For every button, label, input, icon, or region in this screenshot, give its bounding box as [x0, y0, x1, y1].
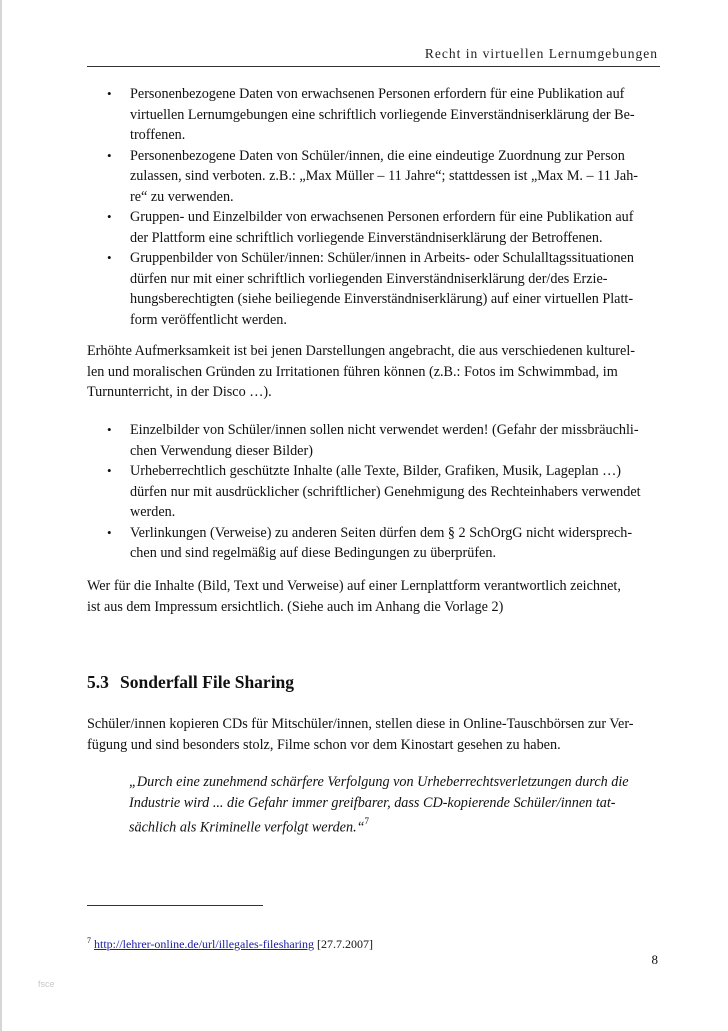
list-item — [87, 420, 660, 461]
bullet-list-personal-data — [87, 84, 660, 330]
list-item — [87, 84, 660, 146]
bullet-icon: • — [107, 209, 112, 224]
list-item-line: chen und sind regelmäßig auf diese Bedingungen zu überprüfen. — [130, 545, 497, 561]
bullet-icon: • — [107, 250, 112, 265]
header-rule — [87, 66, 660, 67]
bullet-icon: • — [107, 147, 112, 163]
watermark: fsce — [38, 979, 55, 989]
bullet-icon: • — [107, 86, 112, 101]
footnote-date: [27.7.2007] — [317, 937, 374, 951]
list-item — [87, 523, 660, 564]
list-item-line: Urheberrechtlich geschützte Inhalte (alle Texte, Bilder, Grafiken, Musik, Lageplan …) — [130, 463, 621, 479]
paragraph-imprint — [87, 576, 660, 617]
footnote-reference[interactable]: 7 — [364, 816, 370, 826]
list-item-line: Personenbezogene Daten von Schüler/innen, die eine eindeutige Zuordnung zur Person — [130, 147, 625, 164]
list-item — [87, 207, 660, 248]
paragraph-line: Erhöhte Aufmerksamkeit ist bei jenen Darstellungen angebracht, die aus verschiedenen kulturel- — [87, 343, 635, 359]
running-header: Recht in virtuellen Lernumgebungen — [424, 46, 658, 61]
list-item-line: form veröffentlicht werden. — [130, 311, 287, 328]
page-number: 8 — [651, 952, 658, 967]
list-item-line: dürfen nur mit einer schriftlich vorliegenden Einverständniserklärung der/des Erzie- — [130, 270, 608, 287]
quote-line: „Durch eine zunehmend schärfere Verfolgung von Urheberrechtsverletzungen durch die — [129, 774, 629, 790]
bullet-icon: • — [107, 463, 112, 478]
paragraph-line: Wer für die Inhalte (Bild, Text und Verweise) auf einer Lernplattform verantwortlich zeichnet, — [87, 578, 621, 594]
section-number: 5.3 — [87, 672, 109, 692]
paragraph-file-sharing — [87, 714, 660, 755]
bullet-list-images-rights — [87, 420, 660, 564]
page-edge — [0, 0, 2, 1031]
paragraph-line: len und moralischen Gründen zu Irritationen führen können (z.B.: Fotos im Schwimmbad, im — [87, 363, 618, 380]
list-item — [87, 461, 660, 523]
paragraph-line: Turnunterricht, in der Disco …). — [87, 384, 272, 400]
quote-line: sächlich als Kriminelle verfolgt werden.“$^7$ — [129, 816, 370, 836]
list-item-line: chen Verwendung dieser Bilder) — [130, 442, 313, 459]
paragraph-line: ist aus dem Impressum ersichtlich. (Siehe auch im Anhang die Vorlage 2) — [87, 598, 504, 615]
footnote — [87, 933, 373, 952]
list-item-line: dürfen nur mit ausdrücklicher (schriftlicher) Genehmigung des Rechteinhabers verwendet — [130, 483, 641, 500]
list-item — [87, 248, 660, 330]
section-heading — [87, 672, 294, 693]
block-quote — [129, 772, 659, 838]
footnote-number: 7 — [87, 936, 91, 945]
list-item-line: zulassen, sind verboten. z.B.: „Max Müller – 11 Jahre“; stattdessen ist „Max M. – 11 Jah- — [130, 168, 639, 184]
bullet-icon: • — [107, 422, 112, 437]
list-item — [87, 146, 660, 208]
list-item-line: Verlinkungen (Verweise) zu anderen Seiten dürfen dem § 2 SchOrgG nicht widersprech- — [130, 524, 633, 541]
footnote-link[interactable]: http://lehrer-online.de/url/illegales-filesharing — [94, 937, 315, 951]
list-item-line: Einzelbilder von Schüler/innen sollen nicht verwendet werden! (Gefahr der missbräuchli- — [130, 422, 639, 438]
list-item-line: hungsberechtigten (siehe beiliegende Einverständniserklärung) auf einer virtuellen Platt- — [130, 291, 634, 307]
list-item-line: virtuellen Lernumgebungen eine schriftlich vorliegende Einverständniserklärung der Be- — [130, 106, 635, 123]
section-title: Sonderfall File Sharing — [120, 672, 295, 692]
list-item-line: Gruppenbilder von Schüler/innen: Schüler/innen in Arbeits- oder Schulalltagssituationen — [130, 250, 634, 266]
paragraph-line: fügung und sind besonders stolz, Filme schon vor dem Kinostart gesehen zu haben. — [87, 736, 561, 753]
bullet-icon: • — [107, 524, 112, 540]
quote-line: Industrie wird ... die Gefahr immer greifbarer, dass CD-kopierende Schüler/innen tat- — [129, 794, 616, 811]
paragraph-attention — [87, 341, 660, 403]
list-item-line: Gruppen- und Einzelbilder von erwachsenen Personen erfordern für eine Publikation auf — [130, 209, 634, 225]
list-item-line: troffenen. — [130, 127, 186, 143]
list-item-line: werden. — [130, 504, 176, 520]
footnote-rule — [87, 905, 263, 906]
paragraph-line: Schüler/innen kopieren CDs für Mitschüler/innen, stellen diese in Online-Tauschbörsen zur Ver- — [87, 716, 634, 732]
list-item-line: re“ zu verwenden. — [130, 188, 234, 205]
list-item-line: Personenbezogene Daten von erwachsenen Personen erfordern für eine Publikation auf — [130, 86, 625, 102]
list-item-line: der Plattform eine schriftlich vorliegende Einverständniserklärung der Betroffenen. — [130, 229, 603, 246]
